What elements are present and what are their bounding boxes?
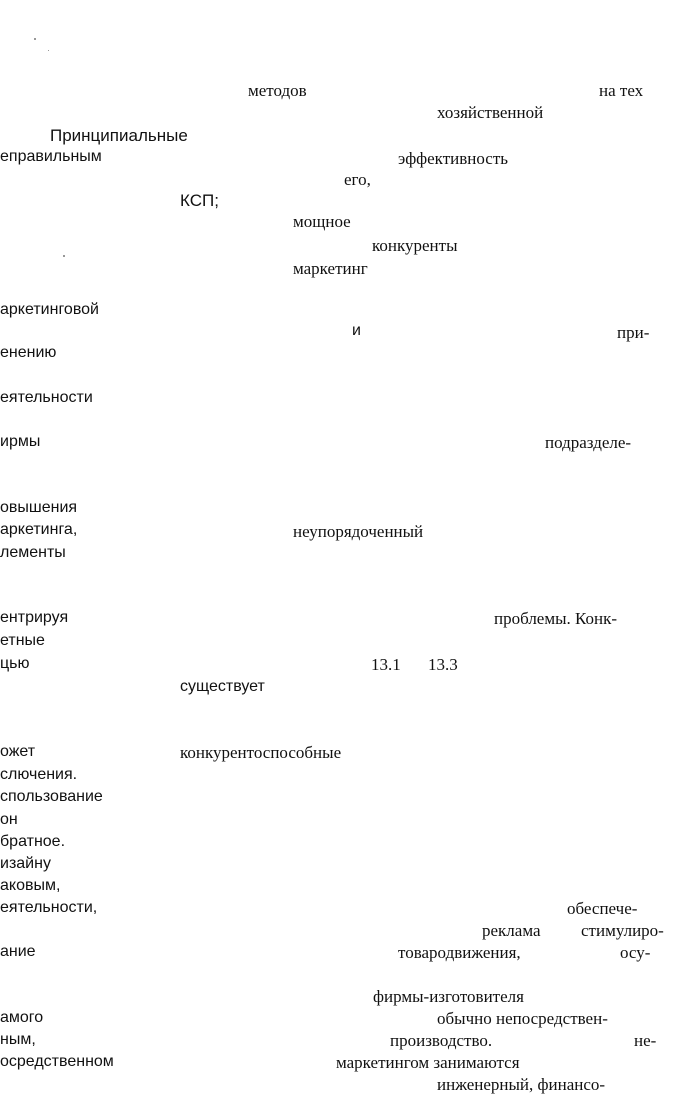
text-fragment: существует xyxy=(180,678,265,695)
text-fragment: осу- xyxy=(620,943,651,962)
text-fragment: аркетинговой xyxy=(0,301,99,318)
text-fragment: инженерный, финансо- xyxy=(437,1075,606,1094)
text-fragment: ентрируя xyxy=(0,609,69,626)
text-fragment: маркетингом занимаются xyxy=(336,1053,520,1072)
text-fragment: братное. xyxy=(0,833,66,850)
text-fragment: лементы xyxy=(0,544,66,561)
text-fragment: аркетинга, xyxy=(0,521,78,538)
text-fragment: ание xyxy=(0,943,36,960)
scan-speck xyxy=(63,255,65,257)
text-fragment: 13.3 xyxy=(428,655,458,674)
text-fragment: еятельности xyxy=(0,389,93,406)
text-fragment: подразделе- xyxy=(545,433,632,452)
text-fragment: овышения xyxy=(0,499,78,516)
text-fragment: цью xyxy=(0,655,30,672)
text-fragment: слючения. xyxy=(0,766,78,783)
text-fragment: и xyxy=(352,322,361,339)
text-fragment: еятельности, xyxy=(0,899,98,916)
text-fragment: не- xyxy=(634,1031,657,1050)
text-fragment: еправильным xyxy=(0,148,102,165)
text-fragment: ирмы xyxy=(0,433,41,450)
text-fragment: он xyxy=(0,811,18,828)
text-fragment: аковым, xyxy=(0,877,61,894)
text-fragment: обычно непосредствен- xyxy=(437,1009,608,1028)
text-fragment: мощное xyxy=(293,212,351,231)
text-fragment: неупорядоченный xyxy=(293,522,424,541)
text-fragment: фирмы-изготовителя xyxy=(373,987,524,1006)
text-fragment: ным, xyxy=(0,1031,36,1048)
text-fragment: спользование xyxy=(0,788,103,805)
text-fragment: на тех xyxy=(599,81,644,100)
text-fragment: маркетинг xyxy=(293,259,368,278)
text-fragment: КСП; xyxy=(180,191,219,210)
text-fragment: енению xyxy=(0,344,57,361)
text-fragment: обеспече- xyxy=(567,899,638,918)
text-fragment: конкурентоспособные xyxy=(180,743,342,762)
text-fragment: его, xyxy=(344,170,371,189)
scan-speck xyxy=(34,38,36,40)
text-fragment: хозяйственной xyxy=(437,103,544,122)
text-fragment: производство. xyxy=(390,1031,493,1050)
text-fragment: изайну xyxy=(0,855,51,872)
text-fragment: при- xyxy=(617,323,650,342)
text-fragment: стимулиро- xyxy=(581,921,664,940)
scan-speck xyxy=(48,50,49,51)
text-fragment: Принципиальные xyxy=(50,126,188,145)
text-fragment: конкуренты xyxy=(372,236,458,255)
text-fragment: методов xyxy=(248,81,307,100)
text-fragment: товародвижения, xyxy=(398,943,521,962)
text-fragment: 13.1 xyxy=(371,655,401,674)
text-fragment: эффективность xyxy=(398,149,509,168)
text-fragment: амого xyxy=(0,1009,44,1026)
text-fragment: ожет xyxy=(0,743,36,760)
text-fragment: реклама xyxy=(482,921,541,940)
text-fragment: етные xyxy=(0,632,45,649)
text-fragment: проблемы. Конк- xyxy=(494,609,618,628)
text-fragment: осредственном xyxy=(0,1053,114,1070)
